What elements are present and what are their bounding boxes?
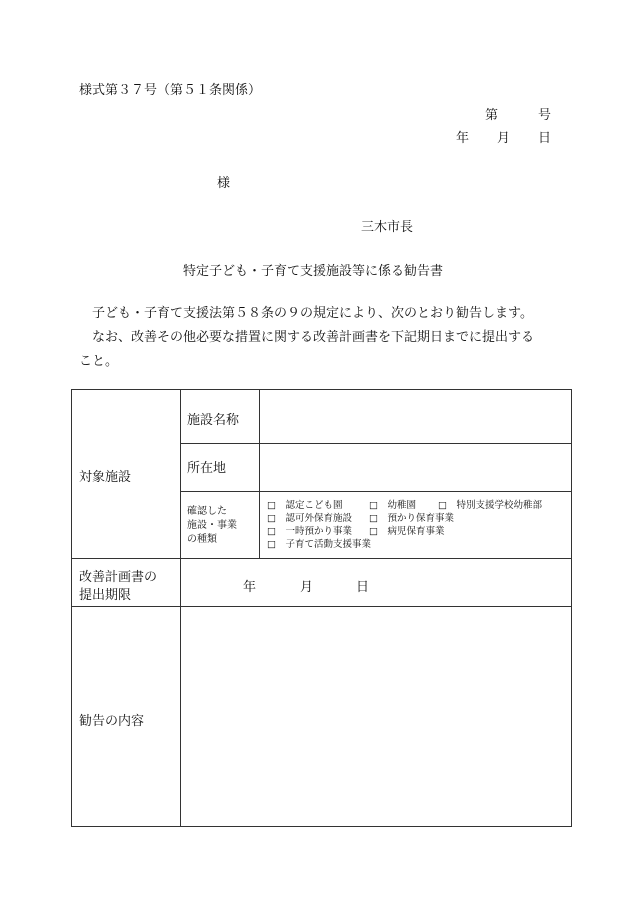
date-day: 日 — [538, 131, 552, 146]
target-facility-label: 対象施設 — [79, 470, 132, 485]
content-label: 勧告の内容 — [79, 714, 145, 729]
option-youchien[interactable]: □ 幼稚園 — [369, 500, 416, 511]
form-number: 様式第３７号（第５１条関係） — [79, 83, 262, 98]
document-title: 特定子ども・子育て支援施設等に係る勧告書 — [183, 264, 444, 279]
row-divider-deadline — [72, 606, 571, 607]
option-tokubetsu[interactable]: □ 特別支援学校幼稚部 — [438, 500, 542, 511]
option-ichiji[interactable]: □ 一時預かり事業 — [267, 526, 352, 537]
location-label: 所在地 — [187, 461, 227, 476]
confirmed-type-label-3: の種類 — [187, 534, 217, 545]
deadline-label-2: 提出期限 — [79, 588, 132, 603]
recommendation-table — [71, 389, 572, 827]
row-divider-name — [180, 443, 571, 444]
date-year: 年 — [456, 131, 470, 146]
body-line-2: なお、改善その他必要な措置に関する改善計画書を下記期日までに提出する — [79, 330, 535, 345]
deadline-month: 月 — [300, 580, 314, 595]
option-kosodate[interactable]: □ 子育て活動支援事業 — [267, 539, 371, 550]
body-line-1: 子ども・子育て支援法第５８条の９の規定により、次のとおり勧告します。 — [79, 306, 533, 321]
option-kodomoen[interactable]: □ 認定こども園 — [267, 500, 343, 511]
col-divider-1 — [180, 390, 181, 826]
row-divider-location — [180, 491, 571, 492]
issuer: 三木市長 — [361, 220, 414, 235]
row-divider-facility — [72, 558, 571, 559]
option-ninkagai[interactable]: □ 認可外保育施設 — [267, 513, 352, 524]
option-byouji[interactable]: □ 病児保育事業 — [369, 526, 445, 537]
doc-number-dai: 第 — [485, 108, 499, 123]
doc-number-go: 号 — [538, 108, 552, 123]
date-month: 月 — [497, 131, 511, 146]
col-divider-2 — [259, 390, 260, 558]
confirmed-type-label-2: 施設・事業 — [187, 520, 237, 531]
option-azukari[interactable]: □ 預かり保育事業 — [369, 513, 454, 524]
deadline-year: 年 — [243, 580, 257, 595]
body-line-3: こと。 — [79, 354, 119, 369]
confirmed-type-label-1: 確認した — [187, 506, 227, 517]
deadline-day: 日 — [356, 580, 370, 595]
addressee-suffix: 様 — [217, 176, 231, 191]
facility-name-label: 施設名称 — [187, 413, 240, 428]
deadline-label-1: 改善計画書の — [79, 570, 158, 585]
